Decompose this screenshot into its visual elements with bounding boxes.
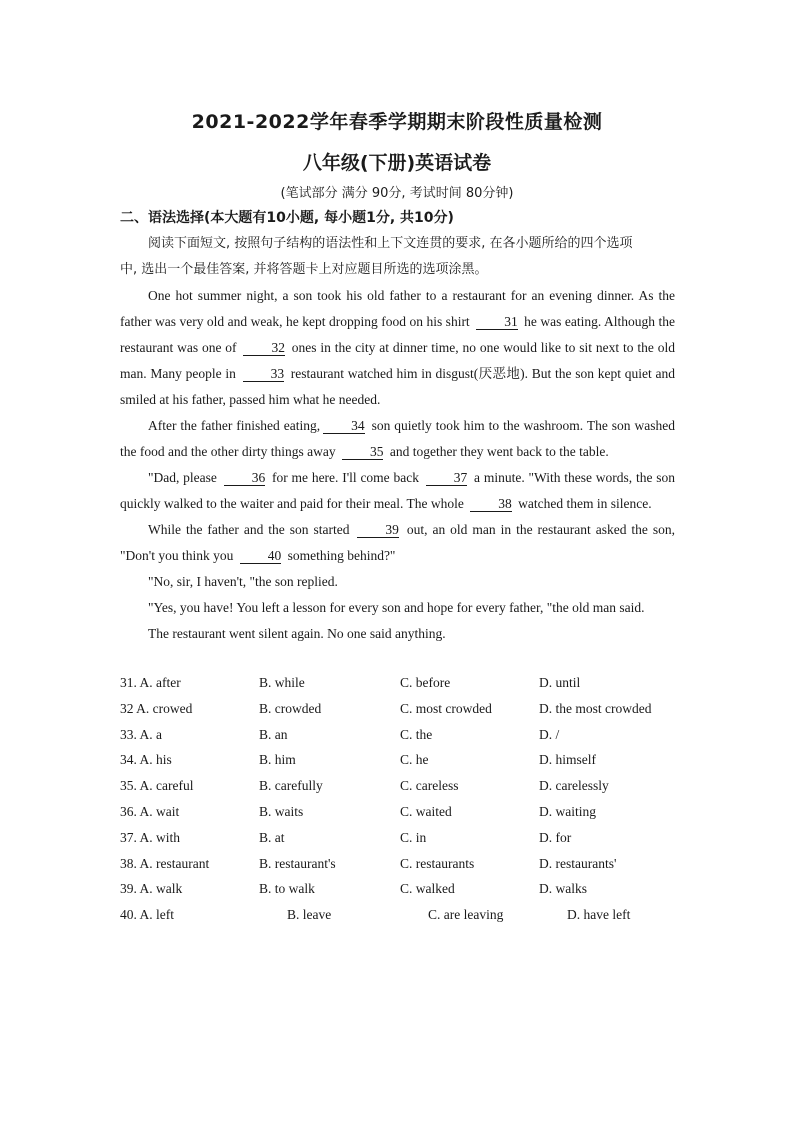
exam-note: (笔试部分 满分 90分, 考试时间 80分钟) bbox=[280, 186, 514, 201]
section-heading: 二、语法选择(本大题有10小题, 每小题1分, 共10分) bbox=[120, 210, 454, 226]
option-a[interactable]: 38. A. restaurant bbox=[120, 855, 210, 871]
option-c[interactable]: C. walked bbox=[400, 881, 455, 897]
blank-31: 31 bbox=[476, 314, 518, 330]
instruction-line-2: 中, 选出一个最佳答案, 并将答题卡上对应题目所选的选项涂黑。 bbox=[120, 262, 488, 277]
option-a[interactable]: 37. A. with bbox=[120, 829, 181, 845]
option-b[interactable]: B. while bbox=[259, 675, 305, 690]
option-d[interactable]: D. carelessly bbox=[539, 778, 609, 794]
option-b[interactable]: B. an bbox=[259, 726, 288, 742]
paragraph-3: "Dad, please 36 for me here. I'll come back 37 a minute. "With these words, the son quickly walked to the waiter and paid for their meal. The whole 38 watched them in silence. bbox=[120, 470, 675, 511]
option-b[interactable]: B. at bbox=[259, 829, 285, 845]
paragraph-6: "Yes, you have! You left a lesson for every son and hope for every father, "the old man said. bbox=[148, 600, 645, 615]
option-c[interactable]: C. careless bbox=[400, 778, 459, 794]
question-35-options bbox=[120, 774, 680, 800]
question-31-options bbox=[120, 671, 680, 697]
option-d[interactable]: D. restaurants' bbox=[539, 855, 617, 871]
blank-37: 37 bbox=[426, 470, 468, 486]
blank-33: 33 bbox=[243, 366, 285, 382]
option-a[interactable]: 39. A. walk bbox=[120, 881, 183, 897]
option-d[interactable]: D. waiting bbox=[539, 803, 596, 819]
option-b[interactable]: B. him bbox=[259, 752, 296, 768]
instruction-line-1: 阅读下面短文, 按照句子结构的语法性和上下文连贯的要求, 在各小题所给的四个选项 bbox=[148, 236, 633, 251]
blank-34: 34 bbox=[323, 418, 365, 434]
exam-subtitle: 八年级(下册)英语试卷 bbox=[302, 152, 492, 174]
option-d[interactable]: D. for bbox=[539, 829, 572, 845]
option-c[interactable]: C. waited bbox=[400, 803, 452, 819]
option-c[interactable]: C. before bbox=[400, 675, 451, 690]
option-b[interactable]: B. restaurant's bbox=[259, 855, 336, 871]
question-39-options bbox=[120, 877, 680, 903]
option-a[interactable]: 35. A. careful bbox=[120, 778, 194, 794]
paragraph-7: The restaurant went silent again. No one said anything. bbox=[148, 626, 446, 641]
option-b[interactable]: B. waits bbox=[259, 803, 304, 819]
option-c[interactable]: C. are leaving bbox=[428, 907, 504, 923]
question-34-options bbox=[120, 748, 680, 774]
option-b[interactable]: B. leave bbox=[287, 907, 332, 923]
option-a[interactable]: 32 A. crowed bbox=[120, 700, 193, 716]
option-b[interactable]: B. carefully bbox=[259, 778, 323, 794]
option-a[interactable]: 36. A. wait bbox=[120, 803, 180, 819]
option-d[interactable]: D. walks bbox=[539, 881, 587, 897]
paragraph-1: One hot summer night, a son took his old father to a restaurant for an evening dinner. As the father was very old and weak, he kept dropping food on his shirt 31 he was eating. Although the restaurant was one of 32 ones in the city at dinner time, no one would like to sit next to the old man. Many people in 33 restaurant watched him in disgust(厌恶地). But the son kept quiet and smiled at his father, passed him what he needed. bbox=[120, 288, 675, 407]
option-c[interactable]: C. the bbox=[400, 726, 433, 742]
option-d[interactable]: D. the most crowded bbox=[539, 700, 652, 716]
question-33-options bbox=[120, 723, 680, 749]
option-c[interactable]: C. most crowded bbox=[400, 700, 492, 716]
option-a[interactable]: 33. A. a bbox=[120, 726, 162, 742]
question-40-options bbox=[120, 903, 680, 929]
option-a[interactable]: 34. A. his bbox=[120, 752, 172, 768]
option-c[interactable]: C. in bbox=[400, 829, 427, 845]
question-38-options bbox=[120, 852, 680, 878]
option-a[interactable]: 40. A. left bbox=[120, 907, 174, 923]
blank-38: 38 bbox=[470, 496, 512, 512]
option-c[interactable]: C. restaurants bbox=[400, 855, 475, 871]
options-list bbox=[120, 671, 680, 929]
option-d[interactable]: D. / bbox=[539, 726, 560, 742]
exam-title: 2021-2022学年春季学期期末阶段性质量检测 bbox=[191, 111, 603, 133]
option-d[interactable]: D. have left bbox=[567, 907, 631, 923]
blank-40: 40 bbox=[240, 548, 282, 564]
option-b[interactable]: B. crowded bbox=[259, 700, 322, 716]
option-d[interactable]: D. until bbox=[539, 675, 581, 690]
blank-32: 32 bbox=[243, 340, 285, 356]
question-36-options bbox=[120, 800, 680, 826]
option-a[interactable]: 31. A. after bbox=[120, 675, 181, 690]
passage bbox=[120, 283, 675, 647]
option-b[interactable]: B. to walk bbox=[259, 881, 315, 897]
blank-39: 39 bbox=[357, 522, 399, 538]
paragraph-4: While the father and the son started 39 out, an old man in the restaurant asked the son, "Don't you think you 40 something behind?" bbox=[120, 522, 675, 563]
option-d[interactable]: D. himself bbox=[539, 752, 596, 768]
option-c[interactable]: C. he bbox=[400, 752, 429, 768]
question-37-options bbox=[120, 826, 680, 852]
paragraph-5: "No, sir, I haven't, "the son replied. bbox=[148, 574, 338, 589]
blank-36: 36 bbox=[224, 470, 266, 486]
question-32-options bbox=[120, 697, 680, 723]
paragraph-2: After the father finished eating, 34 son quietly took him to the washroom. The son washed the food and the other dirty things away 35 and together they went back to the table. bbox=[120, 418, 675, 459]
blank-35: 35 bbox=[342, 444, 384, 460]
